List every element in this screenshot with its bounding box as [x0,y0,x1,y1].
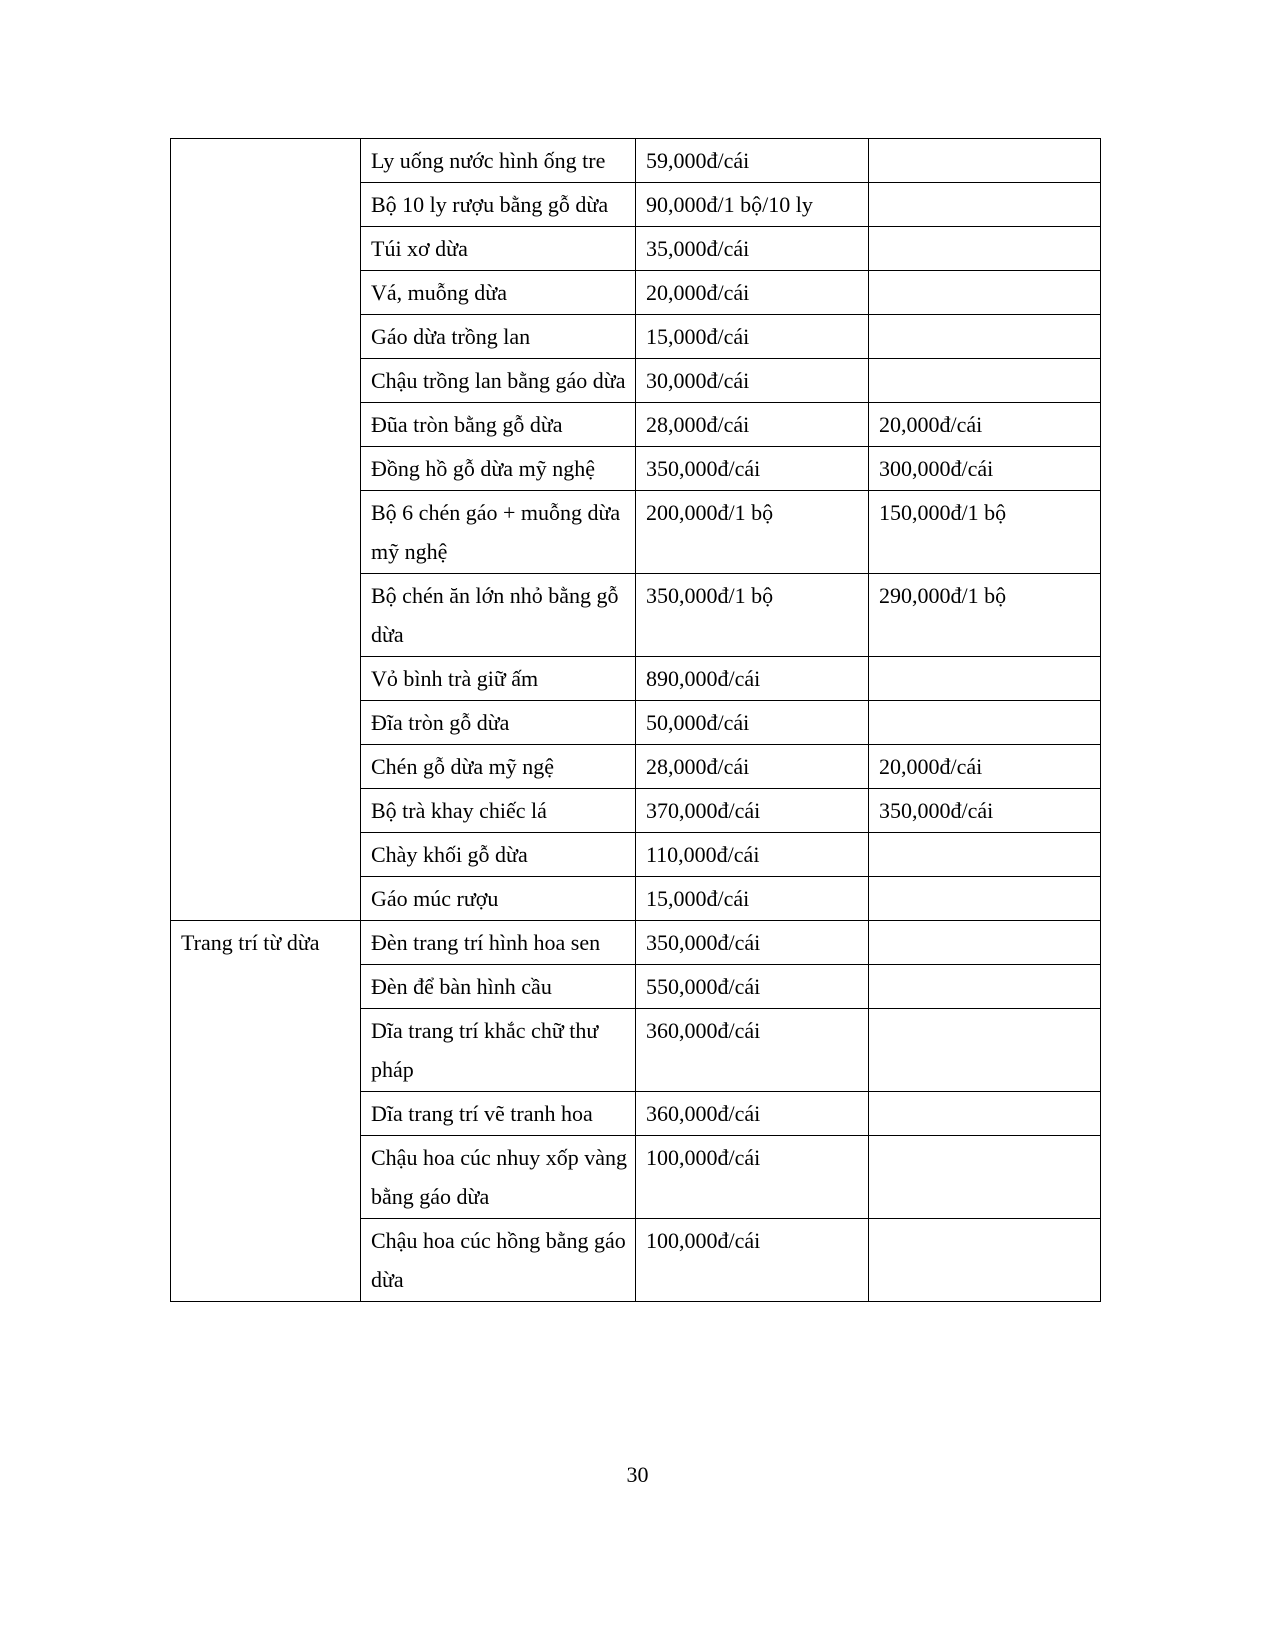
product-name-cell: Chày khối gỗ dừa [361,833,636,877]
product-name-cell: Túi xơ dừa [361,227,636,271]
category-cell [171,139,361,921]
discount-price-cell [869,139,1101,183]
product-name-cell: Dĩa trang trí vẽ tranh hoa [361,1092,636,1136]
price-cell: 350,000đ/cái [636,447,869,491]
price-cell: 370,000đ/cái [636,789,869,833]
product-name-cell: Đồng hồ gỗ dừa mỹ nghệ [361,447,636,491]
product-name-cell: Ly uống nước hình ống tre [361,139,636,183]
price-table-body [171,139,1101,1302]
product-name-cell: Đũa tròn bằng gỗ dừa [361,403,636,447]
discount-price-cell [869,877,1101,921]
discount-price-cell [869,833,1101,877]
discount-price-cell [869,921,1101,965]
price-cell: 350,000đ/cái [636,921,869,965]
price-cell: 15,000đ/cái [636,315,869,359]
discount-price-cell [869,227,1101,271]
discount-price-cell [869,271,1101,315]
page-number: 30 [626,1462,649,1487]
product-name-cell: Chậu trồng lan bằng gáo dừa [361,359,636,403]
product-name-cell: Vá, muỗng dừa [361,271,636,315]
price-cell: 350,000đ/1 bộ [636,574,869,657]
price-cell: 30,000đ/cái [636,359,869,403]
price-cell: 890,000đ/cái [636,657,869,701]
price-table [170,138,1101,1302]
price-cell: 28,000đ/cái [636,403,869,447]
discount-price-cell [869,701,1101,745]
discount-price-cell: 20,000đ/cái [869,403,1101,447]
discount-price-cell: 20,000đ/cái [869,745,1101,789]
discount-price-cell [869,1092,1101,1136]
product-name-cell: Đèn để bàn hình cầu [361,965,636,1009]
discount-price-cell [869,965,1101,1009]
product-name-cell: Chậu hoa cúc hồng bằng gáo dừa [361,1219,636,1302]
discount-price-cell [869,1219,1101,1302]
price-cell: 90,000đ/1 bộ/10 ly [636,183,869,227]
price-cell: 550,000đ/cái [636,965,869,1009]
price-cell: 15,000đ/cái [636,877,869,921]
category-cell: Trang trí từ dừa [171,921,361,1302]
price-cell: 100,000đ/cái [636,1136,869,1219]
product-name-cell: Vỏ bình trà giữ ấm [361,657,636,701]
discount-price-cell: 150,000đ/1 bộ [869,491,1101,574]
discount-price-cell [869,657,1101,701]
product-name-cell: Bộ chén ăn lớn nhỏ bằng gỗ dừa [361,574,636,657]
table-row [171,921,1101,965]
discount-price-cell [869,1136,1101,1219]
discount-price-cell: 290,000đ/1 bộ [869,574,1101,657]
price-cell: 100,000đ/cái [636,1219,869,1302]
product-name-cell: Bộ 6 chén gáo + muỗng dừa mỹ nghệ [361,491,636,574]
product-name-cell: Bộ trà khay chiếc lá [361,789,636,833]
discount-price-cell [869,359,1101,403]
product-name-cell: Chén gỗ dừa mỹ ngệ [361,745,636,789]
product-name-cell: Đèn trang trí hình hoa sen [361,921,636,965]
price-cell: 50,000đ/cái [636,701,869,745]
discount-price-cell: 350,000đ/cái [869,789,1101,833]
price-cell: 59,000đ/cái [636,139,869,183]
price-cell: 28,000đ/cái [636,745,869,789]
price-cell: 35,000đ/cái [636,227,869,271]
price-cell: 110,000đ/cái [636,833,869,877]
discount-price-cell [869,183,1101,227]
product-name-cell: Dĩa trang trí khắc chữ thư pháp [361,1009,636,1092]
product-name-cell: Gáo múc rượu [361,877,636,921]
table-row [171,139,1101,183]
product-name-cell: Gáo dừa trồng lan [361,315,636,359]
price-cell: 360,000đ/cái [636,1092,869,1136]
discount-price-cell: 300,000đ/cái [869,447,1101,491]
price-cell: 200,000đ/1 bộ [636,491,869,574]
product-name-cell: Bộ 10 ly rượu bằng gỗ dừa [361,183,636,227]
discount-price-cell [869,1009,1101,1092]
discount-price-cell [869,315,1101,359]
product-name-cell: Đĩa tròn gỗ dừa [361,701,636,745]
product-name-cell: Chậu hoa cúc nhuy xốp vàng bằng gáo dừa [361,1136,636,1219]
price-cell: 360,000đ/cái [636,1009,869,1092]
price-cell: 20,000đ/cái [636,271,869,315]
